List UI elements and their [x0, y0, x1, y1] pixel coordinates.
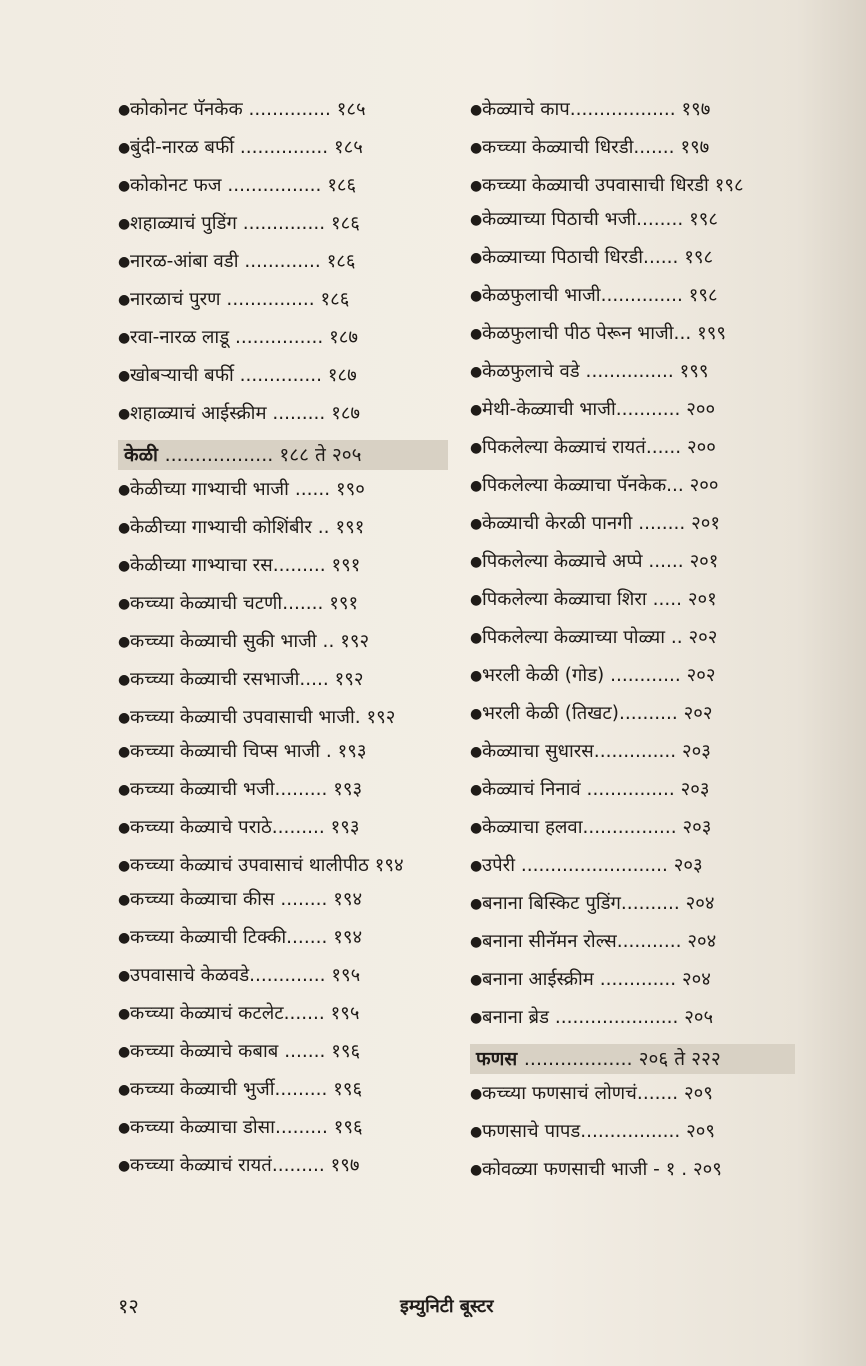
section-range: .................. २०६ ते २२२ — [523, 1048, 721, 1070]
toc-entry: ● कच्च्या केळ्याची धिरडी....... १९७ — [470, 137, 710, 158]
left-top-list — [118, 98, 448, 426]
toc-entry: ● कच्च्या केळ्याची चटणी....... १९१ — [118, 593, 359, 614]
toc-entry: ● पिकलेल्या केळ्याचे अप्पे ...... २०१ — [470, 551, 719, 572]
section-range: .................. १८८ ते २०५ — [164, 444, 362, 466]
toc-entry: ● कच्च्या केळ्याची सुकी भाजी .. १९२ — [118, 631, 370, 652]
section-name: फणस — [476, 1048, 518, 1070]
toc-entry: ● बनाना आईस्क्रीम ............. २०४ — [470, 969, 711, 990]
toc-entry: ● पिकलेल्या केळ्याचा शिरा ..... २०१ — [470, 589, 717, 610]
section-heading-keli — [118, 440, 448, 470]
toc-entry: ● कोकोनट पॅनकेक .............. १८५ — [118, 99, 366, 120]
toc-entry: ● कच्च्या केळ्याचा कीस ........ १९४ — [118, 889, 363, 910]
toc-entry: ● कच्च्या केळ्याची रसभाजी..... १९२ — [118, 669, 364, 690]
toc-entry: ● नारळाचं पुरण ............... १८६ — [118, 289, 350, 310]
running-title: इम्युनिटी बूस्टर — [400, 1296, 494, 1317]
toc-entry: ● कच्च्या केळ्याचे कबाब ....... १९६ — [118, 1041, 361, 1062]
toc-entry: ● कच्च्या केळ्याची चिप्स भाजी . १९३ — [118, 741, 367, 762]
toc-entry: ● बुंदी-नारळ बर्फी ............... १८५ — [118, 137, 363, 158]
toc-entry: ● कच्च्या केळ्याची उपवासाची भाजी. १९२ — [118, 707, 396, 728]
toc-entry: ● पिकलेल्या केळ्याच्या पोळ्या .. २०२ — [470, 627, 718, 648]
right-top-list — [470, 98, 795, 1030]
toc-entry: ● केळ्याचे काप.................. १९७ — [470, 99, 711, 120]
toc-entry: ● नारळ-आंबा वडी ............. १८६ — [118, 251, 356, 272]
toc-entry: ● पिकलेल्या केळ्याचं रायतं...... २०० — [470, 437, 716, 458]
section-name: केळी — [124, 444, 158, 466]
toc-entry: ● केळ्याचं निनावं ............... २०३ — [470, 779, 710, 800]
toc-entry: ● खोबऱ्याची बर्फी .............. १८७ — [118, 365, 357, 386]
toc-entry: ● कच्च्या केळ्याची टिक्की....... १९४ — [118, 927, 363, 948]
toc-entry: ● मेथी-केळ्याची भाजी........... २०० — [470, 399, 716, 420]
toc-entry: ● कच्च्या केळ्याचे पराठे......... १९३ — [118, 817, 360, 838]
right-bottom-list — [470, 1082, 795, 1182]
toc-entry: ● रवा-नारळ लाडू ............... १८७ — [118, 327, 358, 348]
toc-entry: ● केळीच्या गाभ्याची भाजी ...... १९० — [118, 479, 365, 500]
left-bottom-list — [118, 478, 448, 1178]
right-column — [470, 98, 795, 1196]
toc-entry: ● केळीच्या गाभ्याचा रस......... १९१ — [118, 555, 361, 576]
toc-entry: ● फणसाचे पापड................. २०९ — [470, 1121, 715, 1142]
toc-entry: ● शहाळ्याचं आईस्क्रीम ......... १८७ — [118, 403, 361, 424]
toc-entry: ● कच्च्या फणसाचं लोणचं....... २०९ — [470, 1083, 713, 1104]
toc-entry: ● उपवासाचे केळवडे............. १९५ — [118, 965, 361, 986]
left-column — [118, 98, 448, 1192]
toc-entry: ● केळ्याच्या पिठाची भजी........ १९८ — [470, 209, 718, 230]
toc-entry: ● कच्च्या केळ्याची भजी......... १९३ — [118, 779, 363, 800]
toc-entry: ● कच्च्या केळ्याचा डोसा......... १९६ — [118, 1117, 363, 1138]
toc-entry: ● केळ्याचा सुधारस.............. २०३ — [470, 741, 711, 762]
toc-entry: ● भरली केळी (तिखट).......... २०२ — [470, 703, 713, 724]
toc-entry: ● कच्च्या केळ्याची भुर्जी......... १९६ — [118, 1079, 363, 1100]
toc-entry: ● केळफुलाची भाजी.............. १९८ — [470, 285, 718, 306]
toc-entry: ● कच्च्या केळ्याचं कटलेट....... १९५ — [118, 1003, 360, 1024]
toc-entry: ● केळफुलाची पीठ पेरून भाजी... १९९ — [470, 323, 726, 344]
toc-entry: ● शहाळ्याचं पुडिंग .............. १८६ — [118, 213, 360, 234]
toc-entry: ● केळीच्या गाभ्याची कोशिंबीर .. १९१ — [118, 517, 365, 538]
toc-entry: ● बनाना सीनॅमन रोल्स........... २०४ — [470, 931, 717, 952]
toc-entry: ● बनाना ब्रेड ..................... २०५ — [470, 1007, 714, 1028]
section-heading-phanas — [470, 1044, 795, 1074]
toc-entry: ● पिकलेल्या केळ्याचा पॅनकेक... २०० — [470, 475, 719, 496]
toc-entry: ● कच्च्या केळ्याचं रायतं......... १९७ — [118, 1155, 360, 1176]
toc-entry: ● केळ्याचा हलवा................ २०३ — [470, 817, 712, 838]
toc-entry: ● कोकोनट फज ................ १८६ — [118, 175, 357, 196]
toc-entry: ● बनाना बिस्किट पुडिंग.......... २०४ — [470, 893, 715, 914]
toc-entry: ● कोवळ्या फणसाची भाजी - १ . २०९ — [470, 1159, 722, 1180]
page-number: १२ — [118, 1294, 139, 1318]
toc-entry: ● कच्च्या केळ्याची उपवासाची धिरडी १९८ — [470, 175, 744, 196]
toc-entry: ● कच्च्या केळ्याचं उपवासाचं थालीपीठ १९४ — [118, 855, 404, 876]
toc-entry: ● केळफुलाचे वडे ............... १९९ — [470, 361, 709, 382]
toc-entry: ● भरली केळी (गोड) ............ २०२ — [470, 665, 716, 686]
toc-entry: ● केळ्याची केरळी पानगी ........ २०१ — [470, 513, 721, 534]
toc-entry: ● केळ्याच्या पिठाची धिरडी...... १९८ — [470, 247, 714, 268]
toc-entry: ● उपेरी ......................... २०३ — [470, 855, 703, 876]
